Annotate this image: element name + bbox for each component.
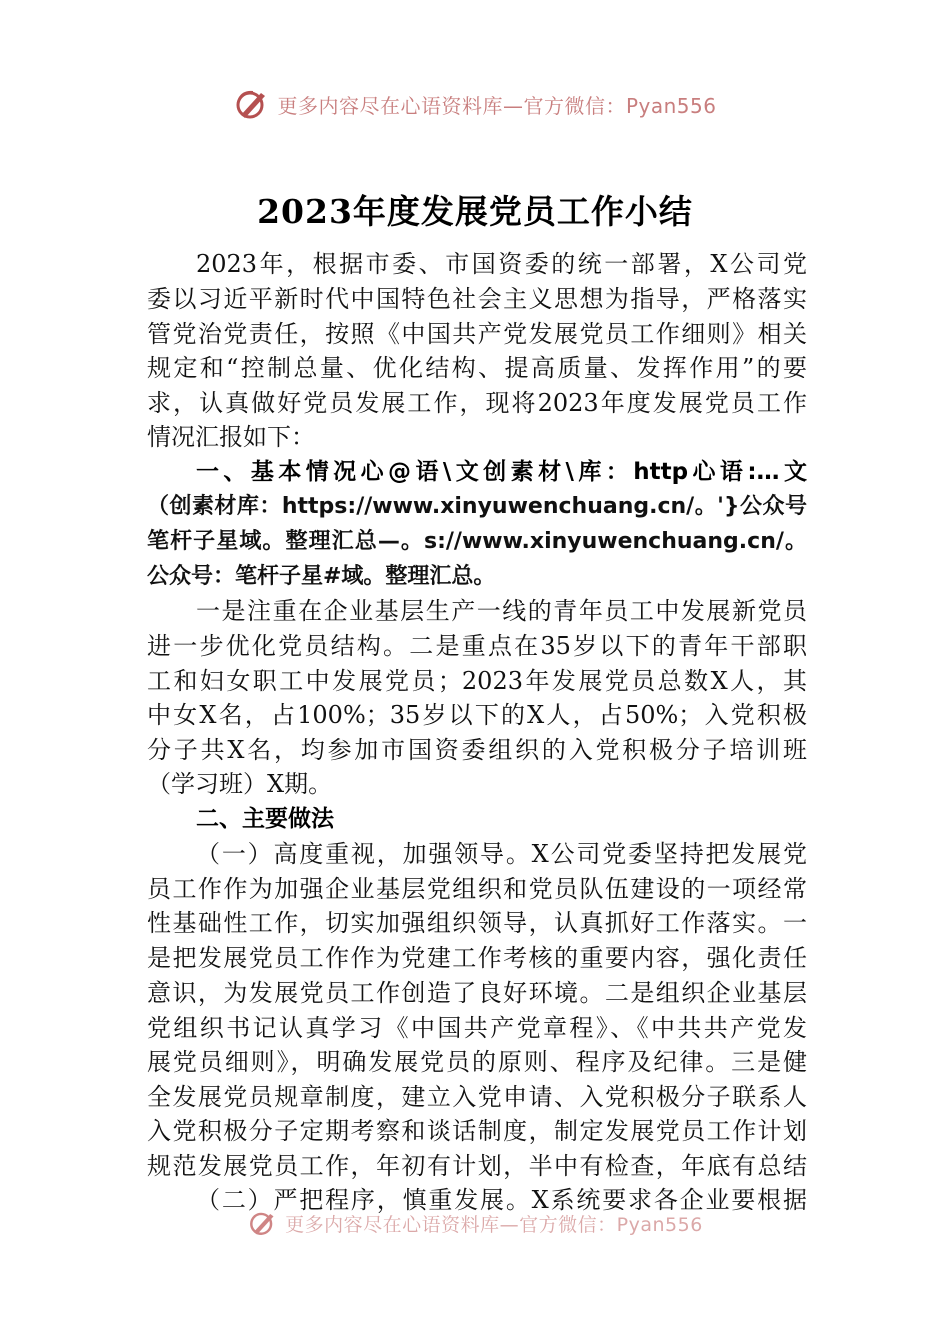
paragraph-line: 2023年，根据市委、市国资委的统一部署，X公司党: [196, 250, 807, 278]
section-heading: 一、基本情况心@语\文创素材\库：http心语:…文: [196, 459, 807, 485]
paragraph-line: 进一步优化党员结构。二是重点在35岁以下的青年干部职: [147, 632, 807, 660]
paragraph-line: 规范发展党员工作，年初有计划，半中有检查，年底有总结: [147, 1152, 807, 1180]
paragraph-line: 是把发展党员工作作为党建工作考核的重要内容，强化责任: [147, 944, 807, 972]
paragraph-line: 笔杆子星域。整理汇总—。s://www.xinyuwenchuang.cn/。: [147, 529, 807, 554]
paragraph-line: （创素材库：https://www.xinyuwenchuang.cn/。'}公众号: [147, 494, 807, 519]
pen-logo-icon: [247, 1209, 277, 1237]
document-title: 2023年度发展党员工作小结: [257, 192, 693, 231]
paragraph-line: 公众号：笔杆子星#域。整理汇总。: [147, 564, 496, 589]
paragraph-line: （一）高度重视，加强领导。X公司党委坚持把发展党: [196, 840, 807, 868]
paragraph-line: 情况汇报如下：: [147, 423, 315, 451]
watermark-header: [0, 86, 950, 122]
paragraph-line: 管党治党责任，按照《中国共产党发展党员工作细则》相关: [147, 320, 807, 348]
paragraph-line: （学习班）X期。: [147, 770, 333, 798]
paragraph-line: 分子共X名，均参加市国资委组织的入党积极分子培训班: [147, 736, 807, 764]
paragraph-line: 全发展党员规章制度，建立入党申请、入党积极分子联系人: [147, 1083, 807, 1111]
paragraph-line: 求，认真做好党员发展工作，现将2023年度发展党员工作: [147, 389, 807, 417]
paragraph-line: 展党员细则》，明确发展党员的原则、程序及纪律。三是健: [147, 1048, 807, 1076]
paragraph-line: 委以习近平新时代中国特色社会主义思想为指导，严格落实: [147, 285, 807, 313]
paragraph-line: 中女X名，占100%；35岁以下的X人，占50%；入党积极: [147, 701, 807, 729]
paragraph-line: 入党积极分子定期考察和谈话制度，制定发展党员工作计划: [147, 1117, 807, 1145]
watermark-footer: [0, 1208, 950, 1238]
paragraph-line: 意识，为发展党员工作创造了良好环境。二是组织企业基层: [147, 979, 807, 1007]
paragraph-line: 党组织书记认真学习《中国共产党章程》、《中共共产党发: [147, 1014, 807, 1042]
section-heading: 二、主要做法: [196, 806, 334, 832]
paragraph-line: 员工作作为加强企业基层党组织和党员队伍建设的一项经常: [147, 875, 807, 903]
paragraph-line: 工和妇女职工中发展党员；2023年发展党员总数X人，其: [147, 667, 807, 695]
paragraph-line: 规定和“控制总量、优化结构、提高质量、发挥作用”的要: [147, 354, 807, 382]
pen-logo-icon: [233, 87, 269, 121]
paragraph-line: 一是注重在企业基层生产一线的青年员工中发展新党员: [196, 597, 807, 625]
paragraph-line: （二）严把程序，慎重发展。X系统要求各企业要根据: [196, 1186, 807, 1214]
watermark-text: 更多内容尽在心语资料库—官方微信：Pyan556: [285, 1213, 703, 1236]
paragraph-line: 性基础性工作，切实加强组织领导，认真抓好工作落实。一: [147, 909, 807, 937]
watermark-text: 更多内容尽在心语资料库—官方微信：Pyan556: [277, 93, 717, 118]
